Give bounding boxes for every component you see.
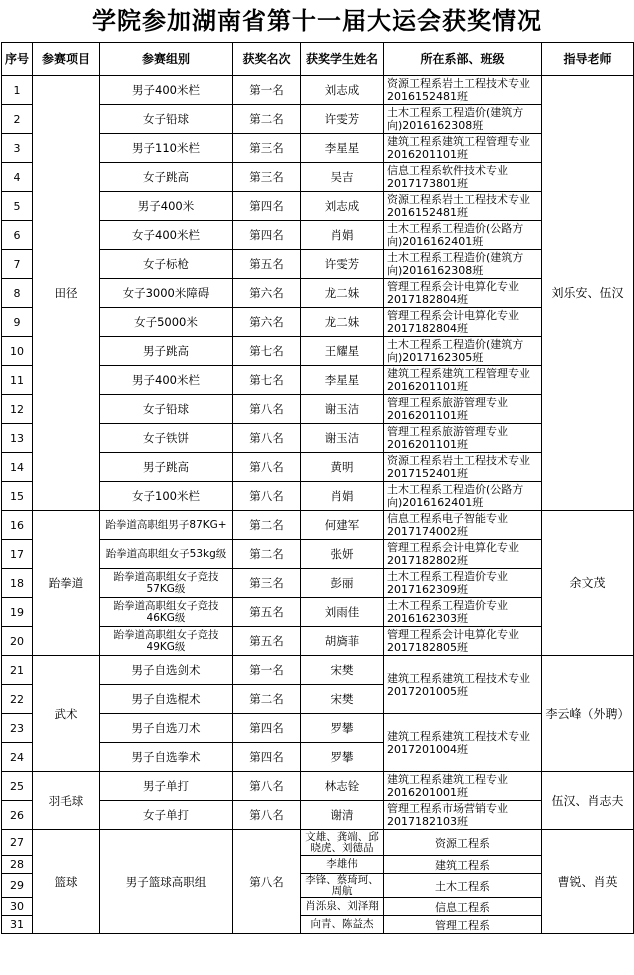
rank-cell: 第二名 bbox=[233, 511, 301, 540]
student-cell: 宋樊 bbox=[301, 656, 384, 685]
dept-cell: 建筑工程系建筑工程管理专业2016201101班 bbox=[384, 366, 542, 395]
dept-cell: 建筑工程系建筑工程技术专业2017201004班 bbox=[384, 714, 542, 772]
rank-cell: 第三名 bbox=[233, 163, 301, 192]
student-cell: 刘雨佳 bbox=[301, 598, 384, 627]
dept-cell: 资源工程系 bbox=[384, 830, 542, 856]
group-cell: 女子铁饼 bbox=[100, 424, 233, 453]
group-cell: 跆拳道高职组女子竞技57KG级 bbox=[100, 569, 233, 598]
rank-cell: 第五名 bbox=[233, 250, 301, 279]
student-cell: 黄明 bbox=[301, 453, 384, 482]
group-cell: 跆拳道高职组男子87KG+ bbox=[100, 511, 233, 540]
dept-cell: 土木工程系工程造价专业2017162309班 bbox=[384, 569, 542, 598]
student-cell: 谢清 bbox=[301, 801, 384, 830]
student-cell: 李雄伟 bbox=[301, 856, 384, 874]
header-dept: 所在系部、班级 bbox=[384, 43, 542, 76]
rank-cell: 第八名 bbox=[233, 830, 301, 934]
rank-cell: 第五名 bbox=[233, 627, 301, 656]
table-row bbox=[2, 511, 634, 540]
group-cell: 女子标枪 bbox=[100, 250, 233, 279]
group-cell: 男子自选棍术 bbox=[100, 685, 233, 714]
row-no: 20 bbox=[2, 627, 33, 656]
group-cell: 跆拳道高职组女子53kg级 bbox=[100, 540, 233, 569]
dept-cell: 土木工程系 bbox=[384, 874, 542, 898]
teacher-cell: 伍汉、肖志夫 bbox=[542, 772, 634, 830]
rank-cell: 第四名 bbox=[233, 192, 301, 221]
rank-cell: 第二名 bbox=[233, 105, 301, 134]
rank-cell: 第六名 bbox=[233, 279, 301, 308]
rank-cell: 第八名 bbox=[233, 424, 301, 453]
header-no: 序号 bbox=[2, 43, 33, 76]
rank-cell: 第八名 bbox=[233, 395, 301, 424]
student-cell: 李星星 bbox=[301, 134, 384, 163]
dept-cell: 资源工程系岩土工程技术专业2016152481班 bbox=[384, 76, 542, 105]
student-cell: 谢玉洁 bbox=[301, 424, 384, 453]
row-no: 1 bbox=[2, 76, 33, 105]
group-cell: 男子跳高 bbox=[100, 337, 233, 366]
row-no: 23 bbox=[2, 714, 33, 743]
teacher-cell: 刘乐安、伍汉 bbox=[542, 76, 634, 511]
dept-cell: 土木工程系工程造价(建筑方向)2016162308班 bbox=[384, 250, 542, 279]
dept-cell: 管理工程系旅游管理专业2016201101班 bbox=[384, 424, 542, 453]
row-no: 7 bbox=[2, 250, 33, 279]
row-no: 29 bbox=[2, 874, 33, 898]
student-cell: 龙二妹 bbox=[301, 308, 384, 337]
group-cell: 女子400米栏 bbox=[100, 221, 233, 250]
row-no: 12 bbox=[2, 395, 33, 424]
row-no: 24 bbox=[2, 743, 33, 772]
student-cell: 何建军 bbox=[301, 511, 384, 540]
dept-cell: 管理工程系会计电算化专业2017182805班 bbox=[384, 627, 542, 656]
row-no: 25 bbox=[2, 772, 33, 801]
student-cell: 许雯芳 bbox=[301, 105, 384, 134]
group-cell: 女子铅球 bbox=[100, 105, 233, 134]
dept-cell: 资源工程系岩土工程技术专业2017152401班 bbox=[384, 453, 542, 482]
page-title: 学院参加湖南省第十一届大运会获奖情况 bbox=[92, 7, 542, 35]
group-cell: 男子跳高 bbox=[100, 453, 233, 482]
rank-cell: 第六名 bbox=[233, 308, 301, 337]
dept-cell: 管理工程系 bbox=[384, 916, 542, 934]
header-student: 获奖学生姓名 bbox=[301, 43, 384, 76]
student-cell: 罗攀 bbox=[301, 714, 384, 743]
student-cell: 肖娟 bbox=[301, 482, 384, 511]
row-no: 13 bbox=[2, 424, 33, 453]
group-cell: 男子400米栏 bbox=[100, 366, 233, 395]
row-no: 2 bbox=[2, 105, 33, 134]
row-no: 16 bbox=[2, 511, 33, 540]
project-cell: 羽毛球 bbox=[33, 772, 100, 830]
table-row bbox=[2, 772, 634, 801]
student-cell: 文雄、龚端、邱晓虎、刘德品 bbox=[301, 830, 384, 856]
row-no: 21 bbox=[2, 656, 33, 685]
dept-cell: 管理工程系会计电算化专业2017182804班 bbox=[384, 308, 542, 337]
rank-cell: 第一名 bbox=[233, 76, 301, 105]
row-no: 31 bbox=[2, 916, 33, 934]
project-cell: 田径 bbox=[33, 76, 100, 511]
group-cell: 男子单打 bbox=[100, 772, 233, 801]
rank-cell: 第二名 bbox=[233, 540, 301, 569]
teacher-cell: 曹锐、肖英 bbox=[542, 830, 634, 934]
row-no: 11 bbox=[2, 366, 33, 395]
row-no: 5 bbox=[2, 192, 33, 221]
header-teacher: 指导老师 bbox=[542, 43, 634, 76]
student-cell: 吴吉 bbox=[301, 163, 384, 192]
dept-cell: 管理工程系会计电算化专业2017182802班 bbox=[384, 540, 542, 569]
group-cell: 女子3000米障碍 bbox=[100, 279, 233, 308]
rank-cell: 第一名 bbox=[233, 656, 301, 685]
dept-cell: 管理工程系会计电算化专业2017182804班 bbox=[384, 279, 542, 308]
student-cell: 龙二妹 bbox=[301, 279, 384, 308]
group-cell: 女子单打 bbox=[100, 801, 233, 830]
row-no: 30 bbox=[2, 898, 33, 916]
rank-cell: 第四名 bbox=[233, 743, 301, 772]
dept-cell: 土木工程系工程造价(建筑方向)2016162308班 bbox=[384, 105, 542, 134]
dept-cell: 管理工程系旅游管理专业2016201101班 bbox=[384, 395, 542, 424]
rank-cell: 第八名 bbox=[233, 453, 301, 482]
row-no: 4 bbox=[2, 163, 33, 192]
row-no: 22 bbox=[2, 685, 33, 714]
awards-table bbox=[1, 42, 634, 934]
teacher-cell: 李云峰（外聘） bbox=[542, 656, 634, 772]
project-cell: 武术 bbox=[33, 656, 100, 772]
row-no: 10 bbox=[2, 337, 33, 366]
dept-cell: 信息工程系 bbox=[384, 898, 542, 916]
row-no: 17 bbox=[2, 540, 33, 569]
dept-cell: 信息工程系软件技术专业2017173801班 bbox=[384, 163, 542, 192]
dept-cell: 建筑工程系 bbox=[384, 856, 542, 874]
rank-cell: 第三名 bbox=[233, 134, 301, 163]
group-cell: 女子100米栏 bbox=[100, 482, 233, 511]
student-cell: 刘志成 bbox=[301, 76, 384, 105]
rank-cell: 第八名 bbox=[233, 801, 301, 830]
project-cell: 跆拳道 bbox=[33, 511, 100, 656]
rank-cell: 第三名 bbox=[233, 569, 301, 598]
rank-cell: 第七名 bbox=[233, 337, 301, 366]
group-cell: 跆拳道高职组女子竞技49KG级 bbox=[100, 627, 233, 656]
rank-cell: 第七名 bbox=[233, 366, 301, 395]
rank-cell: 第五名 bbox=[233, 598, 301, 627]
header-row bbox=[2, 43, 634, 76]
rank-cell: 第八名 bbox=[233, 482, 301, 511]
rank-cell: 第四名 bbox=[233, 714, 301, 743]
dept-cell: 建筑工程系建筑工程技术专业2017201005班 bbox=[384, 656, 542, 714]
group-cell: 男子110米栏 bbox=[100, 134, 233, 163]
student-cell: 宋樊 bbox=[301, 685, 384, 714]
student-cell: 王耀星 bbox=[301, 337, 384, 366]
dept-cell: 土木工程系工程造价专业2016162303班 bbox=[384, 598, 542, 627]
student-cell: 罗攀 bbox=[301, 743, 384, 772]
student-cell: 张妍 bbox=[301, 540, 384, 569]
student-cell: 谢玉洁 bbox=[301, 395, 384, 424]
group-cell: 男子自选刀术 bbox=[100, 714, 233, 743]
dept-cell: 资源工程系岩土工程技术专业2016152481班 bbox=[384, 192, 542, 221]
student-cell: 许雯芳 bbox=[301, 250, 384, 279]
group-cell: 女子跳高 bbox=[100, 163, 233, 192]
row-no: 26 bbox=[2, 801, 33, 830]
dept-cell: 管理工程系市场营销专业2017182103班 bbox=[384, 801, 542, 830]
dept-cell: 建筑工程系建筑工程专业2016201001班 bbox=[384, 772, 542, 801]
group-cell: 男子自选拳术 bbox=[100, 743, 233, 772]
project-cell: 篮球 bbox=[33, 830, 100, 934]
dept-cell: 土木工程系工程造价(建筑方向)2017162305班 bbox=[384, 337, 542, 366]
group-cell: 男子400米 bbox=[100, 192, 233, 221]
student-cell: 李星星 bbox=[301, 366, 384, 395]
dept-cell: 土木工程系工程造价(公路方向)2016162401班 bbox=[384, 221, 542, 250]
rank-cell: 第四名 bbox=[233, 221, 301, 250]
student-cell: 肖泺泉、刘泽翔 bbox=[301, 898, 384, 916]
student-cell: 刘志成 bbox=[301, 192, 384, 221]
row-no: 27 bbox=[2, 830, 33, 856]
group-cell: 男子篮球高职组 bbox=[100, 830, 233, 934]
dept-cell: 土木工程系工程造价(公路方向)2016162401班 bbox=[384, 482, 542, 511]
header-project: 参赛项目 bbox=[33, 43, 100, 76]
student-cell: 李锋、蔡琦珂、周航 bbox=[301, 874, 384, 898]
dept-cell: 信息工程系电子智能专业2017174002班 bbox=[384, 511, 542, 540]
student-cell: 胡旖菲 bbox=[301, 627, 384, 656]
row-no: 3 bbox=[2, 134, 33, 163]
student-cell: 彭丽 bbox=[301, 569, 384, 598]
row-no: 8 bbox=[2, 279, 33, 308]
group-cell: 男子400米栏 bbox=[100, 76, 233, 105]
row-no: 14 bbox=[2, 453, 33, 482]
table-row bbox=[2, 656, 634, 685]
row-no: 6 bbox=[2, 221, 33, 250]
rank-cell: 第八名 bbox=[233, 772, 301, 801]
group-cell: 跆拳道高职组女子竞技46KG级 bbox=[100, 598, 233, 627]
student-cell: 林志铨 bbox=[301, 772, 384, 801]
header-group: 参赛组别 bbox=[100, 43, 233, 76]
teacher-cell: 余文茂 bbox=[542, 511, 634, 656]
row-no: 9 bbox=[2, 308, 33, 337]
row-no: 15 bbox=[2, 482, 33, 511]
group-cell: 女子5000米 bbox=[100, 308, 233, 337]
header-rank: 获奖名次 bbox=[233, 43, 301, 76]
table-row bbox=[2, 76, 634, 105]
table-row bbox=[2, 830, 634, 856]
row-no: 19 bbox=[2, 598, 33, 627]
rank-cell: 第二名 bbox=[233, 685, 301, 714]
row-no: 18 bbox=[2, 569, 33, 598]
row-no: 28 bbox=[2, 856, 33, 874]
student-cell: 向青、陈益杰 bbox=[301, 916, 384, 934]
dept-cell: 建筑工程系建筑工程管理专业2016201101班 bbox=[384, 134, 542, 163]
group-cell: 男子自选剑术 bbox=[100, 656, 233, 685]
group-cell: 女子铅球 bbox=[100, 395, 233, 424]
student-cell: 肖娟 bbox=[301, 221, 384, 250]
